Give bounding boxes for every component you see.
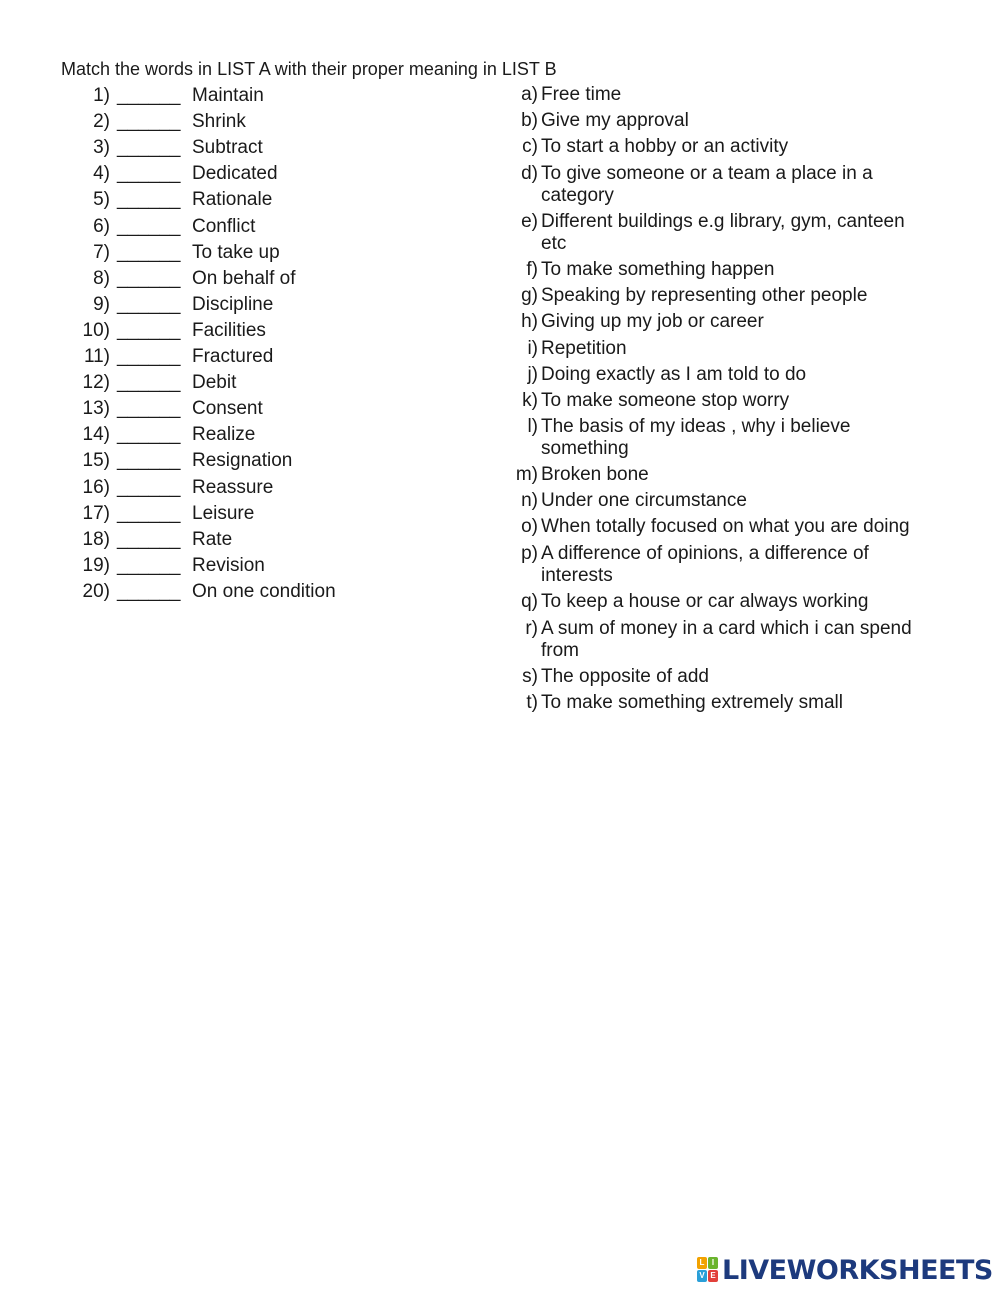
item-letter: a) [521,84,538,105]
answer-blank[interactable]: ______ [117,502,181,524]
item-number: 9) [93,293,110,315]
vocabulary-word: Debit [192,372,237,394]
item-number: 2) [93,111,110,133]
vocabulary-word: Consent [192,398,263,420]
answer-blank[interactable]: ______ [117,215,181,237]
answer-blank[interactable]: ______ [117,319,181,341]
answer-blank[interactable]: ______ [117,111,181,133]
meaning-text: Repetition [541,338,627,359]
item-letter: f) [526,259,538,280]
item-letter: s) [522,666,538,687]
meaning-text: To keep a house or car always working [541,591,869,612]
answer-blank[interactable]: ______ [117,450,181,472]
item-number: 19) [82,554,110,576]
item-letter: b) [521,110,538,131]
meaning-text: Give my approval [541,110,689,131]
item-number: 18) [82,528,110,550]
vocabulary-word: Conflict [192,215,256,237]
meaning-text: The basis of my ideas , why i believe something [541,416,851,459]
item-letter: e) [521,211,538,232]
meaning-text: Under one circumstance [541,490,747,511]
item-number: 16) [82,476,110,498]
vocabulary-word: Facilities [192,319,266,341]
item-letter: c) [522,136,538,157]
logo-tile: L [697,1257,707,1269]
item-number: 12) [82,372,110,394]
vocabulary-word: Maintain [192,85,264,106]
item-number: 20) [82,580,110,602]
instruction-text: Match the words in LIST A with their proper meaning in LIST B [61,59,557,79]
meaning-text: A sum of money in a card which i can spend from [541,618,912,661]
meaning-text: To start a hobby or an activity [541,136,789,157]
answer-blank[interactable]: ______ [117,85,181,106]
meaning-text: To give someone or a team a place in a category [541,163,873,206]
vocabulary-word: Rate [192,528,233,550]
item-number: 1) [93,85,110,106]
meaning-text: To make something happen [541,259,775,280]
item-letter: j) [527,364,538,385]
item-letter: o) [521,516,538,537]
item-letter: t) [526,692,538,713]
item-number: 7) [93,241,110,263]
item-letter: d) [521,163,538,184]
item-letter: q) [521,591,538,612]
logo-tile: E [708,1270,718,1282]
item-number: 4) [93,163,110,185]
meaning-text: When totally focused on what you are doing [541,516,910,537]
item-letter: r) [525,618,538,639]
item-number: 6) [93,215,110,237]
logo-mark-icon [697,1257,719,1283]
answer-blank[interactable]: ______ [117,241,181,263]
vocabulary-word: On one condition [192,580,336,602]
meaning-text: To make someone stop worry [541,390,790,411]
item-letter: g) [521,285,538,306]
logo-tile: V [697,1270,707,1282]
answer-blank[interactable]: ______ [117,372,181,394]
answer-blank[interactable]: ______ [117,476,181,498]
liveworksheets-logo [697,1256,993,1284]
item-letter: p) [521,543,538,564]
logo-text: LIVEWORKSHEETS [722,1254,993,1286]
vocabulary-word: Dedicated [192,163,278,185]
meaning-text: Giving up my job or career [541,311,764,332]
item-letter: k) [522,390,538,411]
item-number: 11) [83,346,110,367]
vocabulary-word: Discipline [192,293,274,315]
vocabulary-word: Revision [192,554,265,576]
item-letter: h) [521,311,538,332]
answer-blank[interactable]: ______ [117,267,181,289]
vocabulary-word: On behalf of [192,267,296,289]
item-letter: i) [527,338,538,359]
vocabulary-word: Reassure [192,476,274,498]
item-number: 5) [93,189,110,211]
answer-blank[interactable]: ______ [117,528,181,550]
vocabulary-word: To take up [192,241,280,263]
item-letter: m) [515,464,538,485]
vocabulary-word: Fractured [192,346,274,367]
item-number: 15) [82,450,110,472]
answer-blank[interactable]: ______ [117,580,181,602]
item-letter: n) [521,490,538,511]
item-number: 3) [93,137,110,159]
vocabulary-word: Realize [192,424,256,446]
vocabulary-word: Leisure [192,502,255,524]
answer-blank[interactable]: ______ [117,293,181,315]
meaning-text: Different buildings e.g library, gym, canteen etc [541,211,905,254]
logo-tile: I [708,1257,718,1269]
meaning-text: Speaking by representing other people [541,285,868,306]
item-number: 10) [82,319,110,341]
meaning-text: The opposite of add [541,666,709,687]
answer-blank[interactable]: ______ [117,189,181,211]
answer-blank[interactable]: ______ [117,346,181,367]
item-letter: l) [527,416,538,437]
answer-blank[interactable]: ______ [117,398,181,420]
meaning-text: Broken bone [541,464,649,485]
item-number: 17) [82,502,110,524]
answer-blank[interactable]: ______ [117,554,181,576]
meaning-text: Free time [541,84,622,105]
meaning-text: A difference of opinions, a difference of interests [541,543,869,586]
vocabulary-word: Shrink [192,111,246,133]
answer-blank[interactable]: ______ [117,163,181,185]
item-number: 13) [82,398,110,420]
vocabulary-word: Rationale [192,189,273,211]
answer-blank[interactable]: ______ [117,424,181,446]
vocabulary-word: Subtract [192,137,263,159]
meaning-text: To make something extremely small [541,692,843,713]
vocabulary-word: Resignation [192,450,293,472]
item-number: 8) [93,267,110,289]
item-number: 14) [82,424,110,446]
answer-blank[interactable]: ______ [117,137,181,159]
meaning-text: Doing exactly as I am told to do [541,364,807,385]
